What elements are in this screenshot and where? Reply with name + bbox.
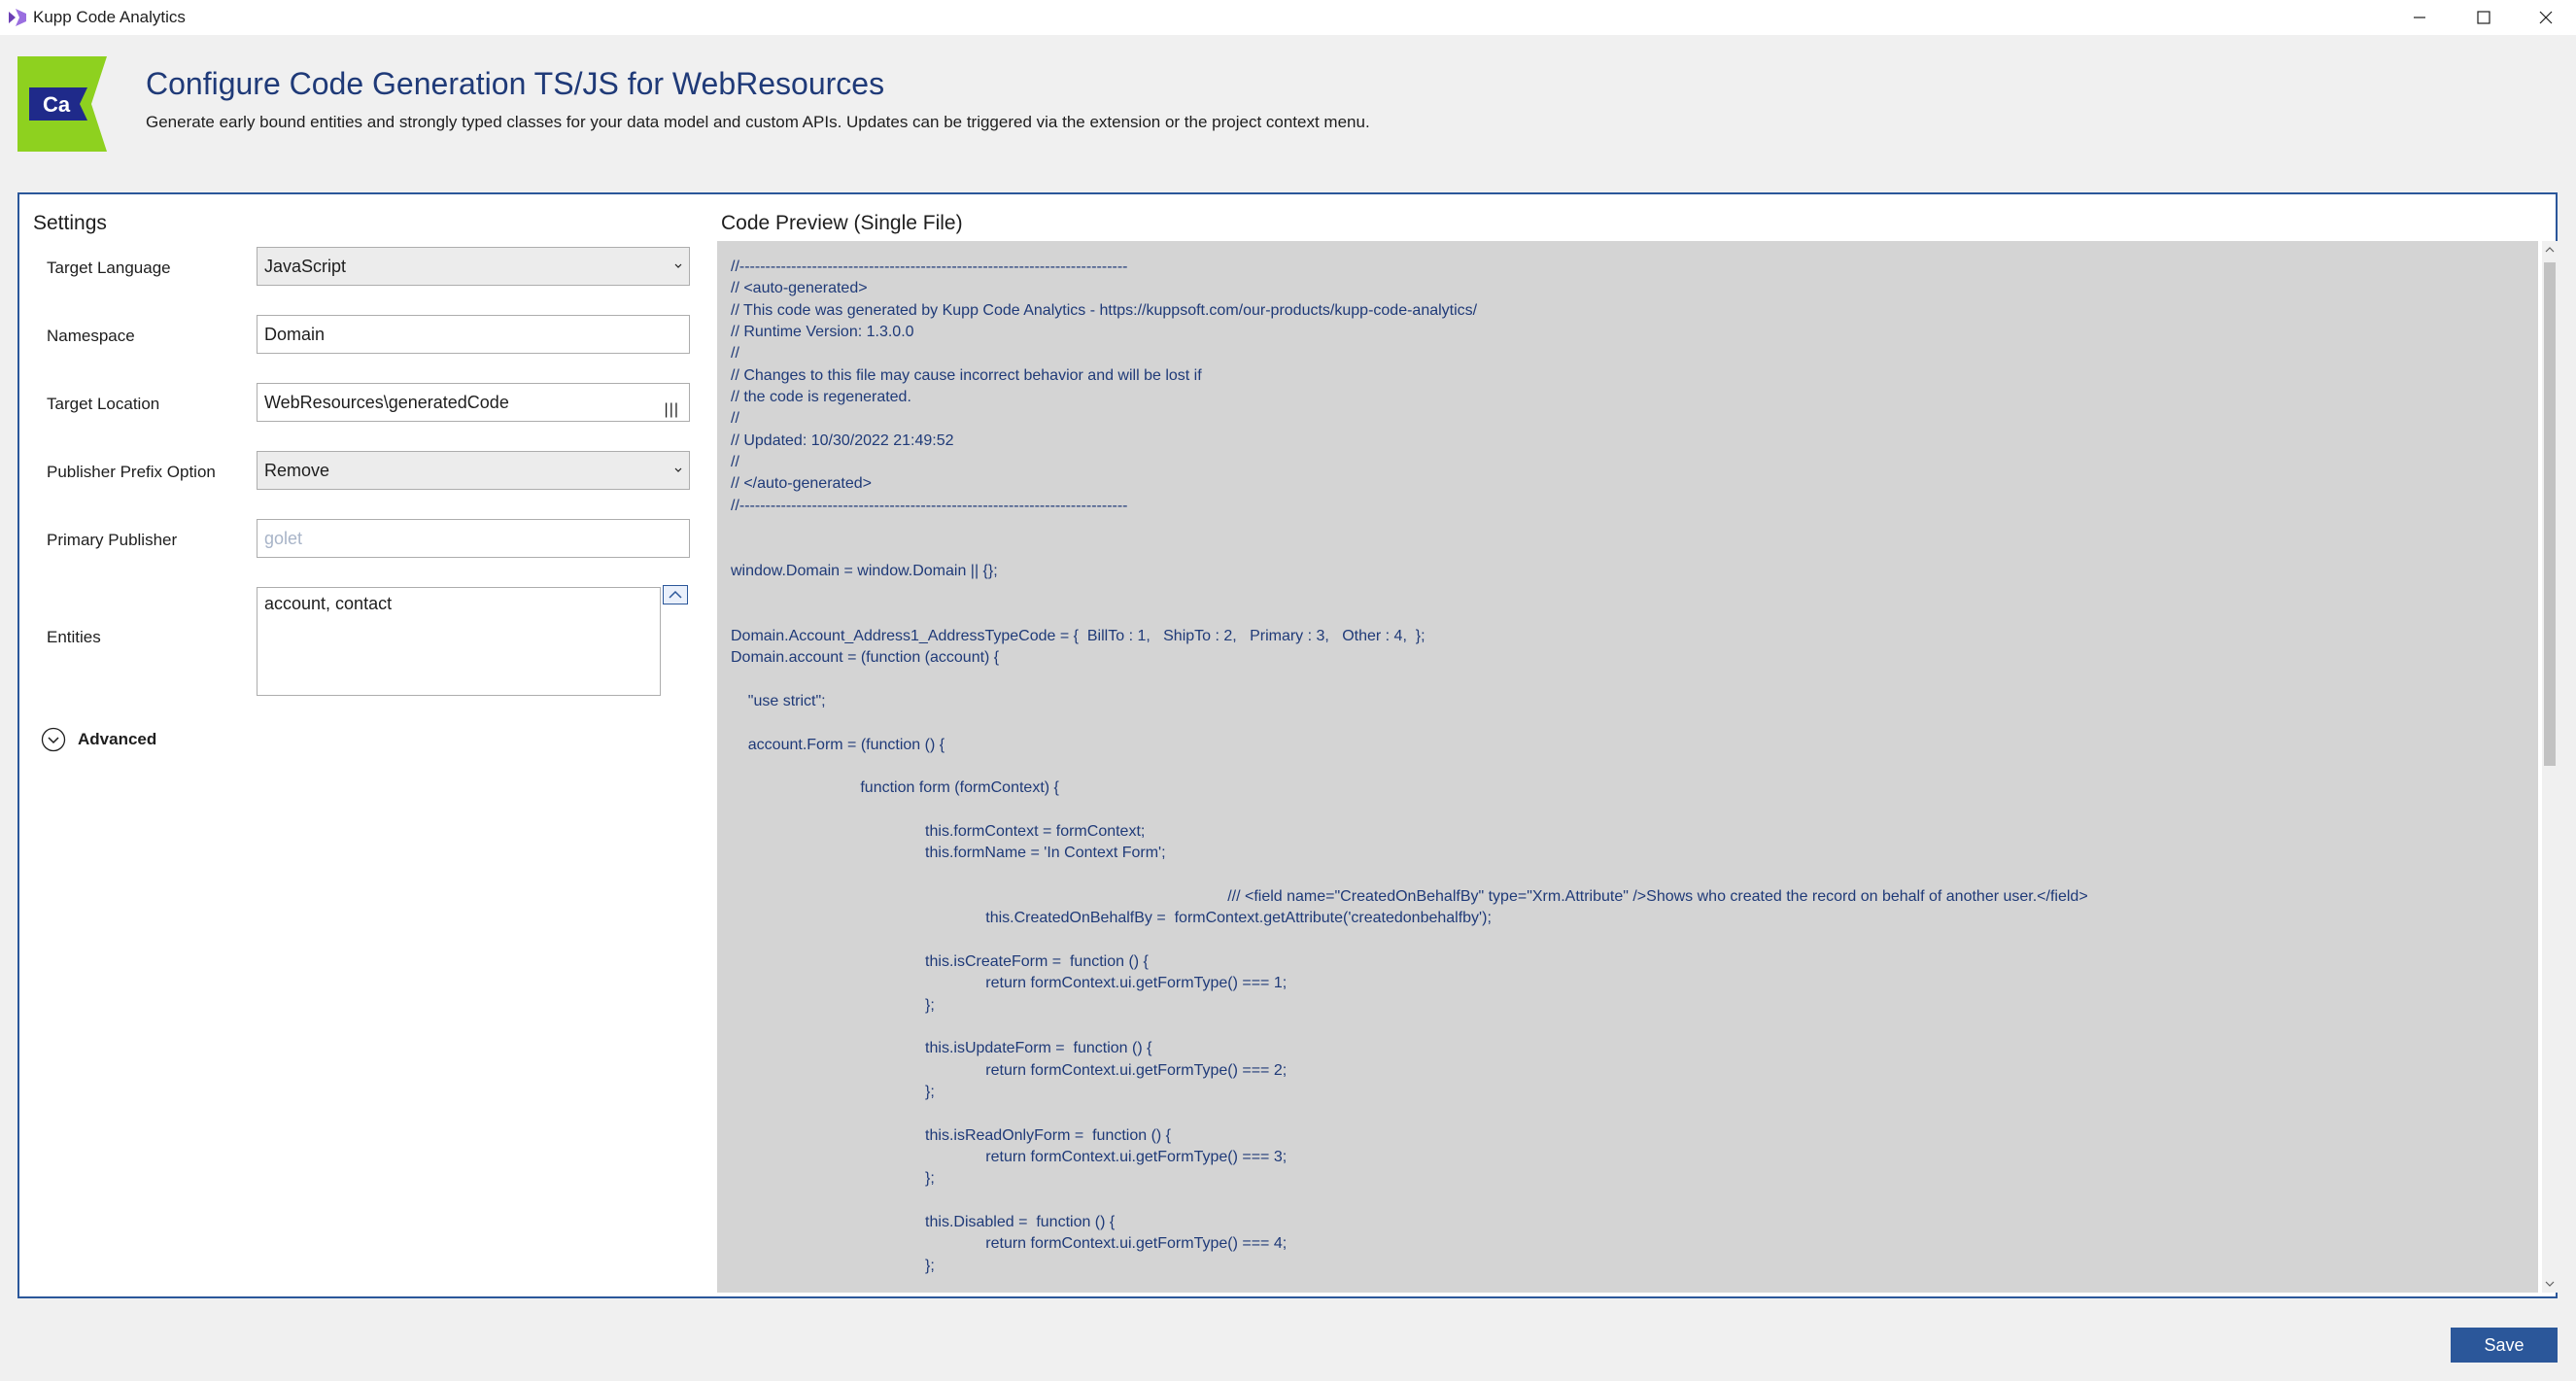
code-preview-scrollbar[interactable] bbox=[2542, 241, 2558, 1293]
entities-label: Entities bbox=[47, 628, 101, 646]
namespace-input[interactable] bbox=[257, 315, 690, 354]
settings-title: Settings bbox=[33, 212, 107, 234]
close-button[interactable] bbox=[2515, 0, 2576, 35]
scroll-thumb[interactable] bbox=[2544, 262, 2556, 766]
primary-publisher-placeholder: golet bbox=[264, 529, 303, 548]
scroll-down-button[interactable] bbox=[2544, 1277, 2556, 1291]
code-preview[interactable] bbox=[717, 241, 2538, 1293]
entities-picker-button[interactable] bbox=[663, 585, 688, 604]
target-location-value: WebResources\generatedCode bbox=[264, 393, 509, 412]
publisher-prefix-value: Remove bbox=[264, 461, 330, 480]
window-title: Kupp Code Analytics bbox=[33, 8, 186, 26]
entities-value: account, contact bbox=[264, 594, 393, 613]
publisher-prefix-label: Publisher Prefix Option bbox=[47, 463, 216, 481]
code-preview-title: Code Preview (Single File) bbox=[721, 212, 963, 234]
save-button[interactable]: Save bbox=[2451, 1328, 2558, 1363]
advanced-label: Advanced bbox=[78, 730, 157, 748]
app-logo bbox=[17, 56, 107, 152]
minimize-button[interactable] bbox=[2388, 0, 2451, 35]
app-icon bbox=[6, 6, 29, 29]
advanced-toggle[interactable] bbox=[41, 725, 156, 754]
entities-textarea[interactable] bbox=[257, 587, 661, 696]
target-location-label: Target Location bbox=[47, 395, 160, 413]
code-preview-text: //--------------------------------------------------------------------------- // <auto-generated> // This code was generated by Kupp Code Analytics - https://kuppsoft.com/our-products/kupp-code-analytics/ // Runtime Version: 1.3.0.0 // // Changes to this file may cause incorrect behavior and will be lost if // the code is regenerated. // // Updated: 10/30/2022 21:49:52 // // </auto-generated> //--------------------------------------------------------------------------- window.Domain = window.Domain || {}; Domain.Account_Address1_AddressTypeCode = { BillTo : 1, ShipTo : 2, Primary : 3, Other : 4, }; Domain.account = (function (account) { "use strict"; account.Form = (function () { function form (formContext) { this.formContext = formContext; this.formName = 'In Context Form'; /// <field name="CreatedOnBehalfBy" type="Xrm.Attribute" />Shows who created the record on behalf of another user.</field> this.CreatedOnBehalfBy = formContext.getAttribute('createdonbehalfby'); this.isCreateForm = function () { return formContext.ui.getFormType() === 1; }; this.isUpdateForm = function () { return formContext.ui.getFormType() === 2; }; this.isReadOnlyForm = function () { return formContext.ui.getFormType() === 3; }; this.Disabled = function () { return formContext.ui.getFormType() === 4; }; bbox=[731, 259, 2088, 1274]
page-title: Configure Code Generation TS/JS for WebResources bbox=[146, 66, 885, 101]
chevron-down-icon bbox=[673, 261, 683, 271]
page-description: Generate early bound entities and strongly typed classes for your data model and custom APIs. Updates can be triggered via the extension or the project context menu. bbox=[146, 113, 1370, 131]
main-panel bbox=[17, 192, 2558, 1298]
chevron-up-icon bbox=[668, 590, 683, 600]
primary-publisher-label: Primary Publisher bbox=[47, 531, 178, 549]
target-language-select[interactable] bbox=[257, 247, 690, 286]
maximize-button[interactable] bbox=[2453, 0, 2515, 35]
target-location-input[interactable] bbox=[257, 383, 690, 422]
close-icon bbox=[2538, 10, 2554, 25]
browse-folder-button[interactable]: ||| bbox=[664, 401, 679, 418]
maximize-icon bbox=[2476, 10, 2491, 25]
publisher-prefix-select[interactable] bbox=[257, 451, 690, 490]
target-language-label: Target Language bbox=[47, 259, 171, 277]
scroll-up-button[interactable] bbox=[2544, 243, 2556, 257]
chevron-down-icon bbox=[2545, 1280, 2555, 1288]
namespace-value: Domain bbox=[264, 325, 326, 344]
expand-circle-icon bbox=[41, 727, 66, 752]
page-header bbox=[0, 35, 2576, 190]
target-language-value: JavaScript bbox=[264, 257, 347, 276]
primary-publisher-input[interactable] bbox=[257, 519, 690, 558]
minimize-icon bbox=[2412, 10, 2427, 25]
chevron-up-icon bbox=[2545, 246, 2555, 254]
namespace-label: Namespace bbox=[47, 327, 135, 345]
chevron-down-icon bbox=[673, 466, 683, 475]
logo-text: Ca bbox=[42, 92, 71, 117]
window-titlebar bbox=[0, 0, 2576, 35]
